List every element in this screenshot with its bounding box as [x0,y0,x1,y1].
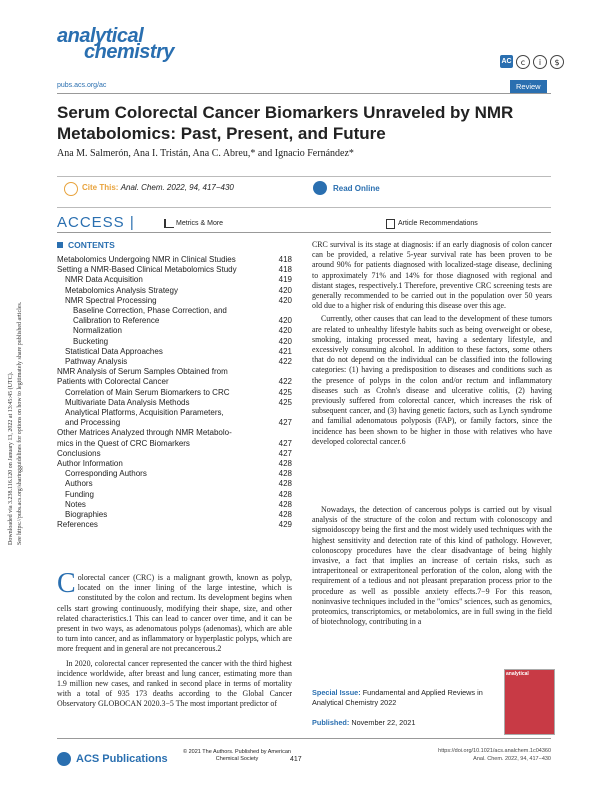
creative-commons-icon: c [516,55,530,69]
toc-entry[interactable] [57,296,292,306]
table-of-contents [57,255,292,530]
recommendations-link[interactable]: Article Recommendations [398,220,478,227]
published-date: November 22, 2021 [351,718,416,727]
toc-entry-page: 418 [278,255,292,264]
ac-badge-icon: AC [500,55,513,68]
toc-entry[interactable] [57,459,292,469]
toc-entry-title: NMR Analysis of Serum Samples Obtained from [57,367,228,377]
download-notice-line2[interactable]: See https://pubs.acs.org/sharingguidelines for options on how to legitimately share published articles. [17,301,23,545]
toc-entry[interactable] [57,500,292,510]
published-label: Published: [312,718,350,727]
toc-entry[interactable] [57,469,292,479]
special-issue-label: Special Issue: [312,688,361,697]
toc-entry-title: Statistical Data Approaches [65,346,163,356]
toc-entry-title: Funding [65,489,94,499]
toc-entry[interactable] [57,449,292,459]
toc-entry[interactable] [57,418,292,428]
quote-icon [64,182,78,196]
toc-entry-title: Authors [65,479,93,489]
access-label: ACCESS | [57,214,135,231]
toc-entry-page: 420 [278,316,292,326]
journal-logo-line2: chemistry [84,41,174,63]
cover-title: analytical [506,671,529,677]
right-paragraph-3: Nowadays, the detection of cancerous polyps is carried out by visual analysis of the structure of the colon and rectum with colonoscopy and sigmoidoscopy being the first and the most widely used techniques with the highest sensitivity and detection rate of this kind of pathology. However, colonoscopy procedures have the clear disadvantage of being highly invasive, a fact that implies an increase of certain risks, such as intraperitoneal or extraperitoneal perforation of the colon, along with the requirement of a tedious and not pleasant preparation process prior to the procedure as well as possible anxiety effects.7−9 For this reason, noninvasive techniques included in the "omics" sciences, such as genomics, proteomics, transcriptomics, or metabolomics, are in full swing in the field of biotechnology, contributing in a [312,505,552,627]
toc-entry-title: Corresponding Authors [65,469,147,479]
intro-paragraph-1: olorectal cancer (CRC) is a malignant growth, known as polyp, located on the inner lining of the large intestine, which is constituted by the colon and rectum. Its development begins when cells start growing continuously, modifying their shape, size, and other related characteristics.1 This can lead to cancer over time, and it can be present in two ways, as adenomatous polyps (adenomas), which are able to turn into cancer, and as inflammatory or hyperplastic polyps, which are more frequent and in general are not precancerous.2 [57,573,292,654]
acs-logo-icon [57,752,71,766]
toc-entry-title: Bucketing [73,336,109,346]
toc-entry[interactable] [57,316,292,326]
toc-entry[interactable] [57,357,292,367]
toc-entry-page: 425 [278,397,292,407]
toc-entry-title: Metabolomics Analysis Strategy [65,285,178,295]
special-issue-text: Fundamental and Applied Reviews in Analytical Chemistry 2022 [312,688,483,707]
toc-entry[interactable] [57,326,292,336]
cite-this[interactable] [82,183,234,192]
toc-entry-page: 422 [278,357,292,367]
read-online-link[interactable]: Read Online [333,184,380,193]
toc-entry-title: Metabolomics Undergoing NMR in Clinical Studies [57,255,236,264]
toc-entry[interactable] [57,306,292,316]
toc-entry[interactable] [57,367,292,377]
cite-reference: Anal. Chem. 2022, 94, 417−430 [120,183,234,192]
toc-entry-page: 427 [278,418,292,428]
journal-url[interactable]: pubs.acs.org/ac [57,82,107,89]
toc-entry-page: 419 [278,275,292,285]
read-online-icon [313,181,327,195]
toc-entry-page: 427 [278,448,292,458]
toc-entry[interactable] [57,286,292,296]
open-access-icons [500,55,564,69]
journal-cover-image [504,669,555,735]
toc-entry-title: Correlation of Main Serum Biomarkers to CRC [65,387,230,397]
toc-entry-page: 418 [278,265,292,275]
toc-entry-page: 428 [278,489,292,499]
toc-entry-title: and Processing [65,418,121,428]
toc-entry[interactable] [57,265,292,275]
header-divider [57,93,551,94]
toc-entry[interactable] [57,428,292,438]
toc-entry-title: Other Matrices Analyzed through NMR Metabolo- [57,428,232,438]
cite-bar [57,176,551,208]
drop-cap: C [57,568,76,599]
noncommercial-icon: $ [550,55,564,69]
publisher-name: ACS Publications [76,753,168,765]
right-paragraph-1: CRC survival is its stage at diagnosis: if an early diagnosis of colon cancer can be provided, a relative 5-year survival rate has been proven to be around 90% for patients diagnosed with localized-stage disease, declining to approximately 71% and 14% for those diagnosed with regional and distant stages, respectively.1 Therefore, preventive CRC screening tests are generally recommended to be carried out in the population over 50 years old due to a higher risk of enduring this disease over this age. [312,240,552,311]
right-paragraph-2: Currently, other causes that can lead to the development of these tumors are related to unhealthy lifestyle habits such as being overweight or obese, smoking, intaking processed meat, having a sedentary lifestyle, and excessively consuming alcohol. In addition to these factors, some others that do not depend on the individual can be classified into the following categories: (1) having a predisposition to diseases and conditions such as the presence of polyps in the colon and/or rectum and inflammatory diseases such as Crohn's disease and ulcerative colitis, (2) having previously suffered from colorectal cancer, which increases the risk of subsequent cancer, and (3) having genetic factors, such as Lynch syndrome and familial adenomatous polyposis (FAP), or family factors, since the incidence has been shown to be higher in those with relatives who have developed colorectal cancer.6 [312,314,552,446]
toc-entry-title: References [57,520,98,530]
left-column-body [57,568,292,714]
toc-entry-title: Analytical Platforms, Acquisition Parameters, [65,408,224,418]
toc-entry-page: 420 [278,285,292,295]
copyright-notice: © 2021 The Authors. Published by American Chemical Society [183,749,291,762]
toc-entry-title: Normalization [73,326,122,336]
toc-entry-title: Author Information [57,459,123,469]
square-bullet-icon [57,242,63,248]
toc-entry[interactable] [57,490,292,500]
footer-reference: Anal. Chem. 2022, 94, 417−430 [473,755,551,762]
toc-entry[interactable] [57,337,292,347]
toc-entry[interactable] [57,479,292,489]
toc-entry-page: 420 [278,295,292,305]
toc-entry-title: mics in the Quest of CRC Biomarkers [57,438,190,448]
toc-entry[interactable] [57,520,292,530]
toc-entry-page: 429 [278,520,292,530]
toc-entry-page: 428 [278,479,292,489]
toc-entry[interactable] [57,255,292,265]
footer-divider [57,738,551,739]
article-title: Serum Colorectal Cancer Biomarkers Unraveled by NMR Metabolomics: Past, Present, and Future [57,103,514,143]
toc-entry[interactable] [57,510,292,520]
toc-entry[interactable] [57,347,292,357]
toc-entry-page: 428 [278,459,292,469]
toc-entry-title: Baseline Correction, Phase Correction, and [73,306,227,316]
toc-entry-title: Setting a NMR-Based Clinical Metabolomics Study [57,265,237,275]
access-divider [57,232,551,233]
toc-entry-page: 422 [278,377,292,387]
attribution-icon: i [533,55,547,69]
toc-entry-page: 420 [278,326,292,336]
toc-entry-page: 427 [278,438,292,448]
toc-entry-title: Notes [65,499,86,509]
bar-chart-icon [164,219,174,228]
article-type-badge: Review [510,80,547,93]
intro-paragraph-2: In 2020, colorectal cancer represented the cancer with the third highest incidence worldwide, after breast and lung cancer, estimating more than 1.9 million new cases, and ranked in second place in terms of mortality with a total of 935 173 deaths according to the Global Cancer Observatory GLOBOCAN 2020.3−5 The most important predictor of [57,658,292,709]
cite-label: Cite This: [82,183,119,192]
document-icon [386,219,395,229]
toc-entry[interactable] [57,377,292,387]
toc-entry-title: Biographies [65,510,108,520]
footer-citation [410,748,551,763]
toc-entry-title: Patients with Colorectal Cancer [57,377,169,387]
toc-entry-page: 428 [278,510,292,520]
download-notice-line1: Downloaded via 3.238.116.120 on January 13, 2022 at 13:45:45 (UTC). [8,371,14,545]
toc-entry[interactable] [57,398,292,408]
toc-entry-title: NMR Spectral Processing [65,295,157,305]
toc-entry-title: Pathway Analysis [65,357,128,367]
toc-entry-title: NMR Data Acquisition [65,275,143,285]
toc-entry-title: Calibration to Reference [73,316,160,326]
contents-heading: CONTENTS [57,240,115,250]
toc-entry[interactable] [57,408,292,418]
metrics-link[interactable]: Metrics & More [176,220,224,227]
toc-entry-page: 425 [278,387,292,397]
toc-entry[interactable] [57,439,292,449]
toc-entry-title: Conclusions [57,448,101,458]
toc-entry-page: 421 [278,346,292,356]
right-column-body [312,240,552,450]
page-number: 417 [290,756,302,763]
toc-entry-page: 428 [278,469,292,479]
toc-entry[interactable] [57,275,292,285]
toc-entry-page: 420 [278,336,292,346]
special-issue-note [312,688,492,728]
toc-entry-page: 428 [278,499,292,509]
toc-entry[interactable] [57,388,292,398]
journal-logo-line1: analytical [57,25,144,47]
author-list[interactable]: Ana M. Salmerón, Ana I. Tristán, Ana C. Abreu,* and Ignacio Fernández* [57,148,354,159]
toc-entry-title: Multivariate Data Analysis Methods [65,397,190,407]
doi-link[interactable]: https://doi.org/10.1021/acs.analchem.1c04360 [438,748,551,754]
